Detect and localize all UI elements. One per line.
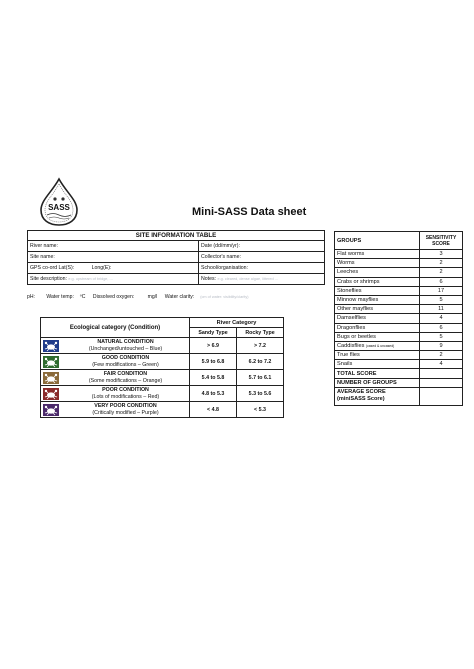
rocky-type-value: 6.2 to 7.2 [237,354,284,370]
group-row [335,286,463,295]
group-row [335,341,463,350]
eco-row [41,338,284,354]
group-score: 2 [420,259,463,268]
rocky-type-header: Rocky Type [237,328,284,338]
group-name-cell [335,351,420,360]
number-of-groups-row [335,378,463,387]
group-name: Minnow mayflies [337,297,379,304]
condition-title: FAIR CONDITION [103,371,148,378]
river-category-header: River Category [190,318,284,328]
group-name-cell [335,323,420,332]
group-name-cell [335,250,420,259]
group-score: 2 [420,351,463,360]
water-temp-label[interactable]: Water temp: [46,294,74,300]
group-name: Snails [337,361,353,368]
group-row [335,277,463,286]
observations-line [27,294,327,300]
group-name: Worms [337,260,355,267]
number-of-groups-input[interactable] [420,378,463,387]
group-name: Crabs or shrimps [337,278,380,285]
group-score: 3 [420,250,463,259]
minisass-logo [28,176,90,228]
score-header-line: SCORE [432,240,450,247]
crab-icon [43,356,59,368]
crab-icon [43,404,59,416]
average-score-label [335,387,420,405]
site-name-label: Site name: [30,254,55,260]
group-name: Bugs or beetles [337,333,376,340]
number-of-groups-label: NUMBER OF GROUPS [335,378,420,387]
site-description-label: Site description: [30,276,67,282]
group-score: 4 [420,314,463,323]
date-field[interactable] [199,241,324,251]
group-row [335,259,463,268]
group-name: Flat worms [337,251,365,258]
water-clarity-hint: (cm of water: visibility/clarity) [200,295,249,299]
group-name: Stoneflies [337,287,362,294]
ecological-category-table [40,317,284,418]
river-name-label: River name: [30,243,58,249]
eco-condition-header: Ecological category (Condition) [41,318,190,338]
condition-cell [41,338,190,354]
rocky-type-value: 5.7 to 6.1 [237,370,284,386]
group-name-cell [335,286,420,295]
eco-row [41,354,284,370]
sensitivity-score-header [420,232,463,250]
eco-header-row [41,318,284,328]
dissolved-oxygen-label[interactable]: Dissolved oxygen: [92,294,135,300]
groups-header-row [335,232,463,250]
sandy-type-value: 4.8 to 5.3 [190,386,237,402]
collector-name-field[interactable] [199,252,324,262]
group-note: (cased & uncased) [365,343,395,348]
site-description-field[interactable] [28,274,199,284]
group-score: 2 [420,268,463,277]
condition-title: GOOD CONDITION [101,355,150,362]
river-name-field[interactable] [28,241,199,251]
condition-description: (Lots of modifications – Red) [91,393,160,400]
rocky-type-value: < 5.3 [237,402,284,418]
group-score: 5 [420,332,463,341]
page-title: Mini-SASS Data sheet [192,206,307,218]
rocky-type-value: 5.3 to 5.6 [237,386,284,402]
site-information-table [27,230,325,285]
group-name-cell [335,268,420,277]
group-name-cell [335,314,420,323]
water-temp-unit: ºC [79,294,86,300]
group-row [335,250,463,259]
crab-icon [43,340,59,352]
rocky-type-value: > 7.2 [237,338,284,354]
group-name-cell [335,360,420,369]
site-row [28,263,324,274]
sandy-type-value: 5.4 to 5.8 [190,370,237,386]
school-field[interactable] [199,263,324,273]
condition-cell [41,386,190,402]
eco-row [41,370,284,386]
group-name-cell [335,341,420,350]
average-score-row [335,387,463,405]
sandy-type-value: 5.9 to 6.8 [190,354,237,370]
sandy-type-value: < 4.8 [190,402,237,418]
group-score: 5 [420,295,463,304]
group-score: 4 [420,360,463,369]
site-row [28,241,324,252]
group-name: Other mayflies [337,306,374,313]
group-name: Dragonflies [337,324,366,331]
dissolved-oxygen-unit: mg/l [147,294,158,300]
group-name-cell [335,332,420,341]
collector-name-label: Collector's name: [201,254,241,260]
group-name-cell [335,305,420,314]
group-name: Caddisflies [337,342,365,349]
total-score-input[interactable] [420,369,463,378]
group-name-cell [335,277,420,286]
water-clarity-label[interactable]: Water clarity: [164,294,195,300]
group-name-cell [335,259,420,268]
condition-description: (Some modifications – Orange) [88,377,163,384]
group-name: Leeches [337,269,359,276]
notes-label: Notes: [201,276,216,282]
group-name-cell [335,295,420,304]
site-name-field[interactable] [28,252,199,262]
group-row [335,295,463,304]
logo-text: SASS [48,203,70,212]
ph-label[interactable]: pH: [27,294,35,300]
condition-cell [41,354,190,370]
group-row [335,360,463,369]
condition-title: NATURAL CONDITION [97,339,154,346]
site-table-heading: SITE INFORMATION TABLE [28,231,324,241]
average-score-line: AVERAGE SCORE [337,388,386,395]
gps-lat-label: GPS co-ord Lat(S): [30,265,75,271]
site-row [28,274,324,284]
site-description-hint: e.g. upstream of bridge, ... [68,277,113,281]
gps-long-label: Long(E): [91,265,112,271]
group-score: 11 [420,305,463,314]
eco-row [41,386,284,402]
condition-cell [41,370,190,386]
condition-description: (Few modifications – Green) [92,361,159,368]
condition-description: (Unchanged/untouched – Blue) [88,345,163,352]
group-name: Damselflies [337,315,366,322]
total-score-label: TOTAL SCORE [335,369,420,378]
group-row [335,351,463,360]
condition-title: VERY POOR CONDITION [94,403,157,410]
group-score: 17 [420,286,463,295]
condition-title: POOR CONDITION [102,387,149,394]
group-row [335,268,463,277]
eco-row [41,402,284,418]
crab-icon [43,372,59,384]
sandy-type-header: Sandy Type [190,328,237,338]
gps-field[interactable] [28,263,199,273]
group-score: 9 [420,341,463,350]
minisass-score-line: (miniSASS Score) [337,396,385,403]
site-row [28,252,324,263]
notes-hint: e.g. cleared, dense algae, littered ... [217,277,278,281]
sandy-type-value: > 6.9 [190,338,237,354]
group-name: True flies [337,352,360,359]
groups-table [334,231,463,406]
group-row [335,323,463,332]
condition-description: (Critically modified – Purple) [92,409,159,416]
notes-field[interactable] [199,274,324,284]
school-label: School/organisation: [201,265,249,271]
average-score-input[interactable] [420,387,463,405]
group-row [335,332,463,341]
groups-header: GROUPS [335,232,420,250]
sensitivity-header-line: SENSITIVITY [425,234,457,241]
condition-cell [41,402,190,418]
total-score-row [335,369,463,378]
group-score: 6 [420,323,463,332]
group-row [335,305,463,314]
group-row [335,314,463,323]
group-score: 6 [420,277,463,286]
date-label: Date (dd/mm/yr): [201,243,240,249]
crab-icon [43,388,59,400]
